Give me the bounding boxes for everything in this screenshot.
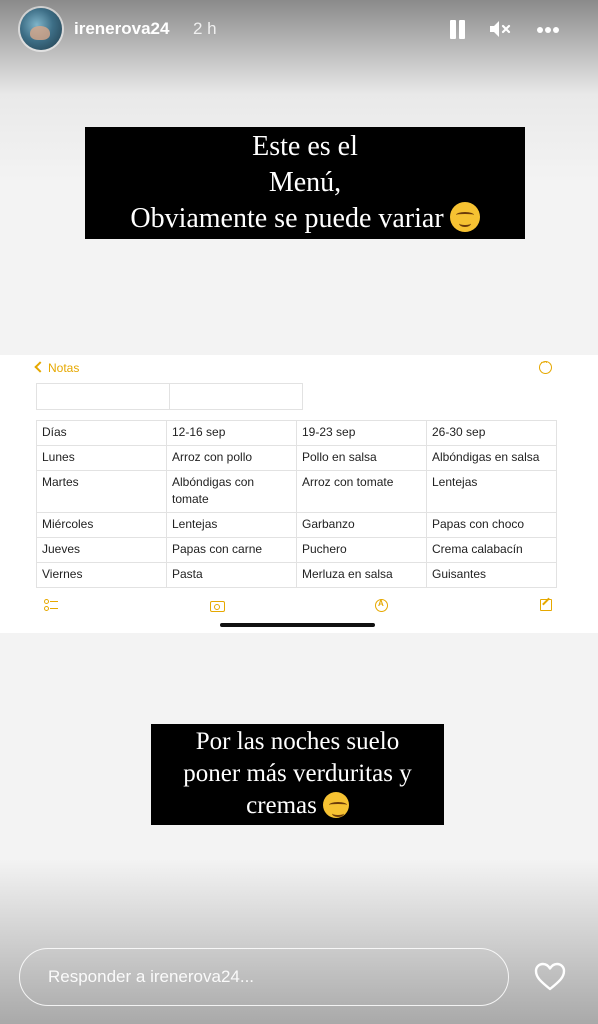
- caption-top-line2: Menú,: [268, 167, 342, 198]
- table-cell: Papas con choco: [427, 513, 557, 538]
- table-cell: Merluza en salsa: [297, 563, 427, 588]
- header-cell: Días: [37, 421, 167, 446]
- table-cell: Arroz con tomate: [297, 471, 427, 513]
- table-cell: Lentejas: [167, 513, 297, 538]
- chevron-left-icon: [34, 361, 45, 372]
- table-cell: Jueves: [37, 538, 167, 563]
- caption-top-line3: Obviamente se puede variar: [130, 203, 444, 234]
- relieved-face-emoji: [450, 202, 480, 232]
- table-cell: Pollo en salsa: [297, 446, 427, 471]
- caption-bottom-line3: cremas: [246, 792, 317, 819]
- table-cell: Albóndigas con tomate: [167, 471, 297, 513]
- caption-bottom-line1: Por las noches suelo: [195, 728, 400, 755]
- notes-back-label: Notas: [48, 361, 80, 375]
- markup-icon: [375, 599, 388, 612]
- empty-cell: [170, 384, 303, 410]
- reply-input[interactable]: [19, 948, 509, 1006]
- table-cell: Puchero: [297, 538, 427, 563]
- table-row: [37, 471, 557, 513]
- table-row: [37, 446, 557, 471]
- caption-bottom-line3-wrap: [151, 790, 444, 822]
- caption-top-line3-wrap: [85, 201, 525, 237]
- checklist-icon: [44, 599, 58, 611]
- caption-bottom-line2: poner más verduritas y: [183, 760, 412, 787]
- notes-toolbar: [0, 595, 598, 615]
- header-cell: 12-16 sep: [167, 421, 297, 446]
- post-time: 2 h: [193, 19, 217, 38]
- username[interactable]: irenerova24: [74, 19, 170, 38]
- caption-top: [85, 127, 525, 239]
- ellipsis-circle-icon: [539, 361, 552, 374]
- caption-top-line1: Este es el: [252, 131, 358, 162]
- table-row: [37, 538, 557, 563]
- notes-back-button: [36, 361, 79, 375]
- camera-icon: [210, 601, 225, 612]
- table-cell: Miércoles: [37, 513, 167, 538]
- table-cell: Papas con carne: [167, 538, 297, 563]
- table-cell: Lentejas: [427, 471, 557, 513]
- empty-table: [36, 383, 303, 410]
- header-cell: 26-30 sep: [427, 421, 557, 446]
- header-cell: 19-23 sep: [297, 421, 427, 446]
- pause-icon[interactable]: [442, 14, 472, 44]
- heart-icon[interactable]: [534, 962, 566, 992]
- empty-cell: [37, 384, 170, 410]
- table-cell: Pasta: [167, 563, 297, 588]
- story-header: [0, 0, 598, 60]
- table-cell: Martes: [37, 471, 167, 513]
- mute-icon[interactable]: [485, 14, 515, 44]
- table-cell: Garbanzo: [297, 513, 427, 538]
- table-cell: Lunes: [37, 446, 167, 471]
- compose-icon: [540, 599, 552, 611]
- table-cell: Viernes: [37, 563, 167, 588]
- table-row: [37, 563, 557, 588]
- more-icon[interactable]: [533, 14, 563, 44]
- avatar[interactable]: [20, 8, 62, 50]
- caption-bottom: [151, 724, 444, 825]
- table-cell: Guisantes: [427, 563, 557, 588]
- menu-table: [36, 420, 557, 588]
- table-cell: Arroz con pollo: [167, 446, 297, 471]
- table-cell: Crema calabacín: [427, 538, 557, 563]
- table-header-row: [37, 421, 557, 446]
- relieved-face-emoji: [323, 792, 349, 818]
- notes-screenshot: [0, 355, 598, 633]
- table-row: [37, 513, 557, 538]
- reply-placeholder: Responder a irenerova24...: [48, 967, 255, 986]
- home-indicator: [220, 623, 375, 627]
- table-cell: Albóndigas en salsa: [427, 446, 557, 471]
